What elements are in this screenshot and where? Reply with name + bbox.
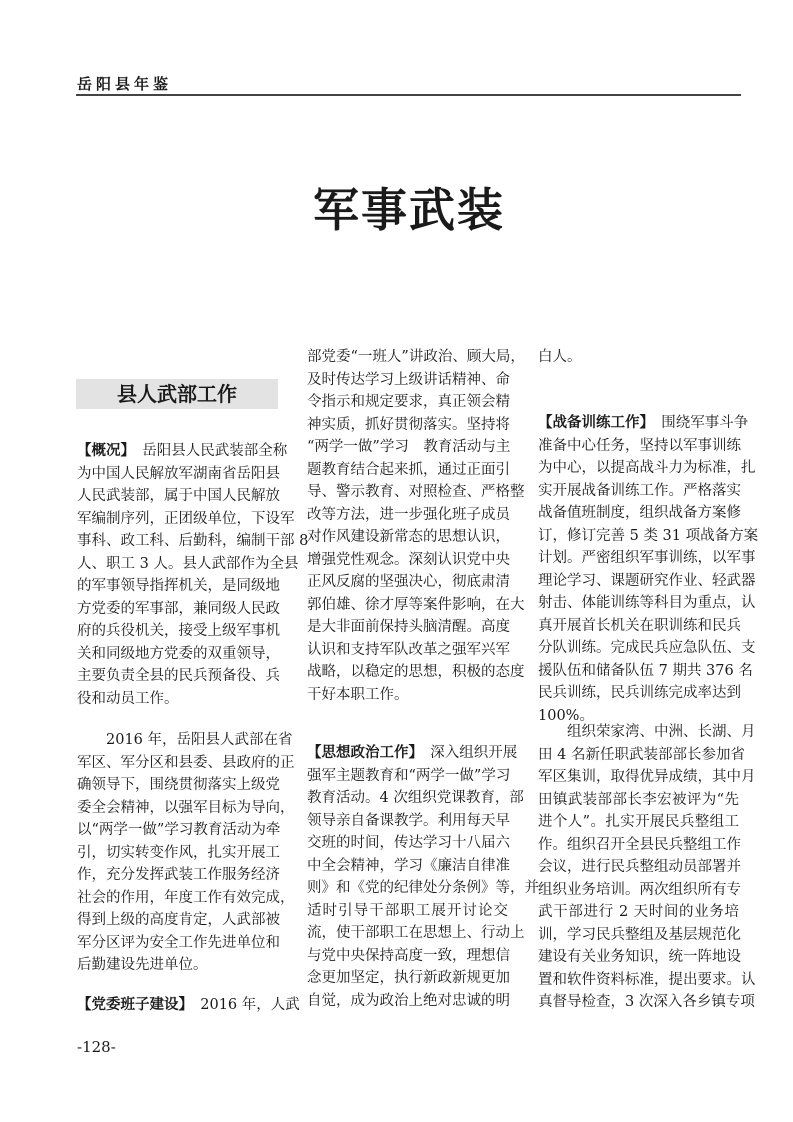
text-line	[538, 834, 739, 857]
text-line	[307, 594, 525, 617]
text-line	[538, 637, 756, 660]
line-text: 关和同级地方党委的双重领导，	[77, 645, 280, 662]
paragraph-label: 【战备训练工作】	[538, 415, 647, 431]
text-line	[77, 485, 278, 508]
line-text: 强军主题教育和“两学一做”学习	[307, 767, 511, 784]
header-rule	[76, 94, 741, 96]
line-text: 令指示和规定要求，真正领会精	[307, 394, 510, 410]
paragraph	[77, 729, 295, 977]
text-line	[77, 864, 278, 887]
text-line	[77, 553, 299, 576]
line-text: 交班的时间，传达学习十八届六	[307, 835, 510, 851]
text-line	[538, 346, 739, 369]
paragraph	[77, 440, 309, 710]
line-text: 委全会精神，以强军目标为导向，	[77, 799, 295, 816]
line-text: 射击、体能训练等科目为重点，认	[538, 595, 756, 611]
text-line	[77, 887, 295, 910]
text-line	[77, 994, 300, 1017]
paragraph-label: 【概况】	[77, 443, 128, 459]
line-text: 流，使干部职工在思想上、行动上	[307, 925, 525, 941]
text-line	[538, 856, 739, 879]
line-text: 军编制序列，正团级单位，下设军	[77, 510, 295, 527]
line-text: 领导亲自备课教学。利用每天早	[307, 812, 510, 829]
paragraph	[538, 412, 759, 727]
text-line	[538, 811, 739, 834]
text-line	[77, 774, 278, 797]
line-text: 主要负责全县的民兵预备役、兵	[77, 668, 280, 684]
text-line	[538, 744, 745, 767]
text-line	[77, 440, 288, 463]
text-line	[77, 954, 278, 977]
line-text: “两学一做”学习 教育活动与主	[307, 439, 511, 455]
text-line	[77, 508, 295, 531]
line-text: 为中国人民解放军湖南省岳阳县	[77, 465, 280, 482]
text-line	[307, 945, 508, 968]
text-line	[307, 832, 508, 855]
text-line	[538, 615, 739, 638]
line-text: 订，修订完善 5 类 31 项战备方案	[538, 527, 759, 544]
text-line	[538, 682, 739, 705]
line-text: 以“两学一做”学习教育活动为牵	[77, 822, 281, 838]
line-text: 真开展首长机关在职训练和民兵	[538, 617, 741, 634]
line-text: 教育活动。4 次组织党课教育，部	[307, 790, 524, 806]
text-line	[77, 575, 278, 598]
line-text: 与党中央保持高度一致，理想信	[307, 947, 510, 964]
line-text: 援队伍和储备队伍 7 期共 376 名	[538, 662, 753, 679]
text-line	[307, 549, 508, 572]
line-text: 增强党性观念。深刻认识党中央	[307, 551, 510, 568]
line-text: 田 4 名新任职武装部部长参加省	[538, 746, 745, 763]
line-text: 岳阳县人民武装部全称	[127, 443, 288, 459]
line-text: 民兵训练，民兵训练完成率达到	[538, 685, 741, 701]
text-line	[538, 789, 739, 812]
text-line	[538, 946, 739, 969]
text-line	[307, 571, 508, 594]
line-text: 训，学习民兵整组及基层规范化	[538, 926, 741, 943]
text-line	[538, 721, 756, 744]
line-text: 后勤建设先进单位。	[77, 957, 208, 973]
text-line	[538, 502, 739, 525]
text-line	[307, 877, 539, 900]
text-line	[307, 787, 524, 810]
line-text: 自觉，成为政治上绝对忠诚的明	[307, 992, 510, 1009]
text-line	[77, 909, 278, 932]
text-line	[538, 924, 739, 947]
section-heading: 县人武部工作	[76, 379, 278, 409]
line-text: 2016 年，岳阳县人武部在省	[106, 732, 293, 748]
line-text: 及时传达学习上级讲话精神、命	[307, 371, 510, 388]
line-text: 计划。严密组织军事训练，以军事	[538, 550, 756, 566]
line-text: 100%。	[538, 707, 594, 724]
text-line	[538, 412, 749, 435]
line-text: 准备中心任务，坚持以军事训练	[538, 437, 741, 454]
line-text: 是大非面前保持头脑清醒。高度	[307, 619, 510, 635]
text-line	[538, 660, 753, 683]
line-text: 府的兵役机关，接受上级军事机	[77, 623, 280, 639]
text-line	[77, 463, 278, 486]
text-line	[538, 991, 755, 1014]
page-number: -128-	[77, 1038, 116, 1056]
text-line	[307, 346, 525, 369]
line-text: 郭伯雄、徐才厚等案件影响，在大	[307, 596, 525, 613]
line-text: 实开展战备训练工作。严格落实	[538, 482, 741, 499]
line-text: 田镇武装部部长李宏被评为“先	[538, 791, 739, 808]
text-line	[307, 990, 508, 1013]
text-line	[307, 369, 508, 392]
line-text: 得到上级的高度肯定，人武部被	[77, 912, 280, 928]
line-text: 置和软件资料标准，提出要求。认	[538, 971, 756, 988]
text-line	[77, 797, 295, 820]
line-text: 2016 年，人武	[185, 997, 300, 1013]
line-text: 组织业务培训。两次组织所有专	[538, 881, 741, 898]
text-line	[307, 526, 508, 549]
paragraph	[538, 721, 756, 1014]
text-line	[538, 435, 739, 458]
line-text: 深入组织开展	[415, 745, 518, 761]
text-line	[307, 810, 508, 833]
text-line	[77, 819, 281, 842]
text-line	[307, 639, 508, 662]
line-text: 适时引导干部职工展开讨论交	[307, 902, 508, 919]
line-text: 会议，进行民兵整组动员部署并	[538, 859, 741, 875]
line-text: 理论学习、课题研究作业、轻武器	[538, 572, 756, 589]
line-text: 认识和支持军队改革之强军兴军	[307, 641, 510, 658]
text-line	[307, 967, 508, 990]
text-line	[307, 742, 518, 765]
paragraph	[307, 346, 525, 706]
line-text: 确领导下，围绕贯彻落实上级党	[77, 777, 280, 793]
text-line	[77, 842, 278, 865]
text-line	[307, 922, 525, 945]
text-line	[77, 665, 278, 688]
line-text: 方党委的军事部，兼同级人民政	[77, 600, 280, 617]
text-line	[538, 969, 756, 992]
paragraph-label: 【思想政治工作】	[307, 745, 416, 761]
text-line	[307, 616, 508, 639]
line-text: 战备值班制度，组织战备方案修	[538, 505, 741, 521]
text-line	[307, 661, 525, 684]
text-line	[307, 436, 511, 459]
text-line	[307, 504, 508, 527]
line-text: 军区、军分区和县委、县政府的正	[77, 754, 295, 771]
line-text: 役和动员工作。	[77, 690, 179, 707]
line-text: 围绕军事斗争	[646, 415, 749, 431]
text-line	[77, 620, 278, 643]
line-text: 对作风建设新常态的思想认识，	[307, 529, 510, 545]
text-line	[538, 525, 759, 548]
text-line	[538, 480, 739, 503]
line-text: 念更加坚定，执行新政新规更加	[307, 970, 510, 986]
line-text: 神实质，抓好贯彻落实。坚持将	[307, 416, 510, 433]
line-text: 军区集训，取得优异成绩，其中月	[538, 769, 756, 785]
text-line	[77, 688, 278, 711]
line-text: 人民武装部，属于中国人民解放	[77, 488, 280, 504]
line-text: 作，充分发挥武装工作服务经济	[77, 867, 280, 883]
paragraph	[307, 742, 539, 1012]
line-text: 真督导检查，3 次深入各乡镇专项	[538, 994, 755, 1010]
line-text: 正风反腐的坚强决心，彻底肃清	[307, 574, 510, 590]
text-line	[538, 457, 756, 480]
line-text: 组织荣家湾、中洲、长湖、月	[567, 724, 756, 740]
line-text: 人、职工 3 人。县人武部作为全县	[77, 555, 299, 572]
line-text: 武干部进行 2 天时间的业务培	[538, 904, 739, 920]
paragraph	[538, 346, 739, 369]
line-text: 引，切实转变作风，扎实开展工	[77, 844, 280, 861]
text-line	[77, 729, 293, 752]
text-line	[307, 391, 508, 414]
text-line	[307, 855, 508, 878]
line-text: 的军事领导指挥机关，是同级地	[77, 578, 280, 594]
text-line	[538, 879, 739, 902]
text-line	[77, 752, 295, 775]
text-line	[77, 932, 278, 955]
line-text: 作。组织召开全县民兵整组工作	[538, 836, 741, 853]
text-line	[307, 459, 508, 482]
line-text: 社会的作用，年度工作有效完成，	[77, 889, 295, 906]
line-text: 战略，以稳定的思想，积极的态度	[307, 664, 525, 680]
line-text: 事科、政工科、后勤科，编制干部 8	[77, 533, 309, 549]
text-line	[307, 684, 508, 707]
line-text: 白人。	[538, 349, 582, 365]
text-line	[538, 570, 756, 593]
line-text: 改等方法，进一步强化班子成员	[307, 506, 510, 523]
text-line	[77, 530, 309, 553]
text-line	[307, 900, 508, 923]
text-line	[538, 592, 756, 615]
line-text: 导、警示教育、对照检查、严格整	[307, 484, 525, 500]
text-line	[77, 643, 278, 666]
text-line	[538, 901, 739, 924]
line-text: 分队训练。完成民兵应急队伍、支	[538, 640, 756, 656]
line-text: 为中心，以提高战斗力为标准，扎	[538, 460, 756, 476]
paragraph-label: 【党委班子建设】	[77, 997, 186, 1013]
line-text: 则》和《党的纪律处分条例》等，并	[307, 880, 539, 896]
line-text: 干好本职工作。	[307, 686, 409, 703]
line-text: 军分区评为安全工作先进单位和	[77, 934, 280, 951]
line-text: 建设有关业务知识，统一阵地设	[538, 949, 741, 965]
line-text: 进个人”。扎实开展民兵整组工	[538, 814, 739, 830]
text-line	[307, 765, 511, 788]
chapter-title: 军事武装	[313, 183, 505, 237]
text-line	[538, 547, 756, 570]
line-text: 中全会精神，学习《廉洁自律准	[307, 857, 510, 874]
line-text: 部党委“一班人”讲政治、顾大局，	[307, 349, 525, 365]
text-line	[77, 598, 278, 621]
text-line	[307, 414, 508, 437]
line-text: 题教育结合起来抓，通过正面引	[307, 461, 510, 478]
text-line	[307, 481, 525, 504]
paragraph	[77, 994, 300, 1017]
text-line	[538, 766, 756, 789]
running-header: 岳阳县年鉴	[77, 75, 173, 93]
